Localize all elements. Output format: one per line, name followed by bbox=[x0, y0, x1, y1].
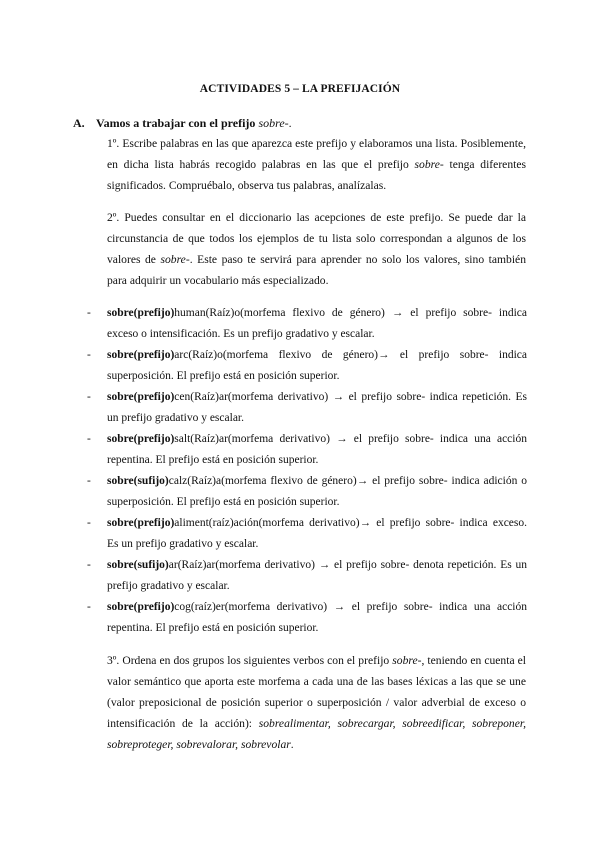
page-title: ACTIVIDADES 5 – LA PREFIJACIÓN bbox=[199, 83, 401, 95]
list-item bbox=[87, 303, 527, 345]
list-item-prefix: sobre(prefijo) bbox=[107, 433, 175, 445]
section-heading bbox=[73, 116, 292, 131]
list-item bbox=[87, 555, 527, 597]
list-item-text: cen(Raíz)ar(morfema derivativo) → el prefijo sobre- indica repetición. Es un prefijo gradativo y escalar. bbox=[107, 391, 527, 424]
list-item-prefix: sobre(prefijo) bbox=[107, 349, 175, 361]
paragraph-2-italic: sobre- bbox=[160, 253, 190, 266]
list-item-text: cog(raíz)er(morfema derivativo) → el prefijo sobre- indica una acción repentina. El prefijo está en posición superior. bbox=[107, 601, 527, 634]
list-dash: - bbox=[87, 433, 91, 445]
paragraph-1 bbox=[107, 133, 526, 196]
list-dash: - bbox=[87, 601, 91, 613]
list-item-prefix: sobre(sufijo) bbox=[107, 475, 169, 487]
list-dash: - bbox=[87, 475, 91, 487]
paragraph-3-text-a: 3º. Ordena en dos grupos los siguientes verbos con el prefijo bbox=[107, 654, 393, 667]
section-heading-end: . bbox=[288, 116, 292, 130]
list-dash: - bbox=[87, 517, 91, 529]
list-dash: - bbox=[87, 391, 91, 403]
paragraph-2 bbox=[107, 207, 526, 291]
list-item-text: salt(Raíz)ar(morfema derivativo) → el prefijo sobre- indica una acción repentina. El prefijo está en posición superior. bbox=[107, 433, 527, 466]
paragraph-1-text-a: 1º. Escribe palabras en las que aparezca este prefijo y elaboramos una lista. Posiblemente, en dicha lista habrás recogido palabras en las que el prefijo bbox=[107, 137, 526, 171]
list-item-text: human(Raíz)o(morfema flexivo de género) → el prefijo sobre- indica exceso o intensificación. Es un prefijo gradativo y escalar. bbox=[107, 307, 527, 340]
list-item-text: aliment(raíz)ación(morfema derivativo)→ el prefijo sobre- indica exceso. Es un prefijo gradativo y escalar. bbox=[107, 517, 527, 550]
list-item-prefix: sobre(sufijo) bbox=[107, 559, 169, 571]
list-item bbox=[87, 345, 527, 387]
list-item-text: arc(Raíz)o(morfema flexivo de género)→ el prefijo sobre- indica superposición. El prefijo está en posición superior. bbox=[107, 349, 527, 382]
list-item bbox=[87, 429, 527, 471]
paragraph-1-italic: sobre- bbox=[414, 158, 444, 171]
list-item bbox=[87, 513, 527, 555]
list-item-text: calz(Raíz)a(morfema flexivo de género)→ el prefijo sobre- indica adición o superposición. El prefijo está en posición superior. bbox=[107, 475, 527, 508]
list-dash: - bbox=[87, 307, 91, 319]
list-item-prefix: sobre(prefijo) bbox=[107, 391, 175, 403]
paragraph-3-italic-a: sobre- bbox=[392, 654, 422, 667]
paragraph-3-text-b: , teniendo en cuenta el valor semántico que aporta este morfema a cada una de las bases léxicas a las que se une (valor preposicional de posición superior o superposición / valor adverbial de exceso o intensificación de la acción): bbox=[107, 654, 527, 730]
paragraph-3 bbox=[107, 650, 526, 755]
list-item-prefix: sobre(prefijo) bbox=[107, 517, 175, 529]
section-heading-prefix: sobre- bbox=[258, 116, 289, 130]
list-item bbox=[87, 597, 527, 639]
section-letter: A. bbox=[73, 116, 85, 130]
paragraph-3-verb-list: sobrealimentar, sobrecargar, sobreedificar, sobreponer, sobreproteger, sobrevalorar, sobrevolar bbox=[107, 717, 526, 751]
paragraph-1-text-b: tenga diferentes significados. Compruébalo, observa tus palabras, analízalas. bbox=[107, 158, 526, 192]
list-dash: - bbox=[87, 349, 91, 361]
prefix-analysis-list bbox=[87, 303, 527, 639]
section-heading-text: Vamos a trabajar con el prefijo bbox=[96, 116, 256, 130]
list-item bbox=[87, 471, 527, 513]
paragraph-3-text-c: . bbox=[290, 738, 294, 751]
list-item-prefix: sobre(prefijo) bbox=[107, 601, 175, 613]
list-item bbox=[87, 387, 527, 429]
paragraph-2-text-b: . Este paso te servirá para aprender no solo los valores, sino también para adquirir un vocabulario más especializado. bbox=[107, 253, 526, 287]
paragraph-2-text-a: 2º. Puedes consultar en el diccionario las acepciones de este prefijo. Se puede dar la circunstancia de que todos los ejemplos de tu lista solo correspondan a algunos de los valores de bbox=[107, 211, 526, 266]
list-item-text: ar(Raíz)ar(morfema derivativo) → el prefijo sobre- denota repetición. Es un prefijo gradativo y escalar. bbox=[107, 559, 527, 592]
list-dash: - bbox=[87, 559, 91, 571]
list-item-prefix: sobre(prefijo) bbox=[107, 307, 175, 319]
